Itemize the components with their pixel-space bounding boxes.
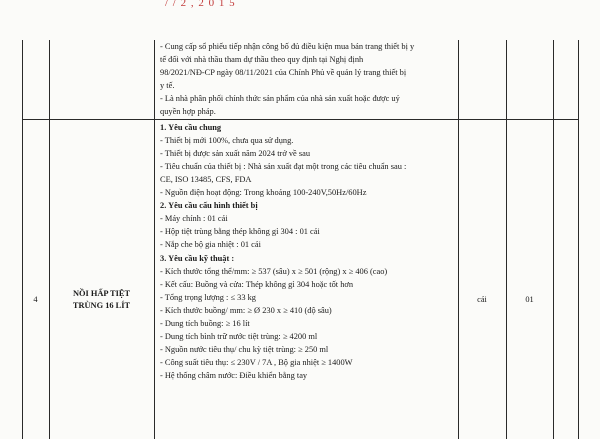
row-top-line: - Là nhà phân phối chính thức sản phẩm của nhà sản xuất hoặc được uỷ	[160, 94, 400, 103]
spec-line: - Kích thước buồng/ mm: ≥ Ø 230 x ≥ 410 (độ sâu)	[160, 306, 332, 315]
item-unit: cái	[477, 295, 487, 304]
row-divider	[22, 119, 579, 120]
spec-line: - Kết cấu: Buồng và cửa: Thép không gỉ 304 hoặc tốt hơn	[160, 280, 354, 289]
table-border-right	[578, 40, 579, 439]
row-top-line: 98/2021/NĐ-CP ngày 08/11/2021 của Chính Phủ về quản lý trang thiết bị	[160, 68, 407, 77]
column-divider-stt	[49, 40, 50, 439]
table-border-left	[22, 40, 23, 439]
row-top-line: quyền hợp pháp.	[160, 107, 216, 116]
spec-heading-technical: 3. Yêu cầu kỹ thuật :	[160, 254, 235, 263]
spec-line: - Hộp tiệt trùng bằng thép không gỉ 304 : 01 cái	[160, 227, 320, 236]
column-divider-quantity	[553, 40, 554, 439]
spec-line: CE, ISO 13485, CFS, FDA	[160, 175, 252, 184]
item-name-line2: TRÙNG 16 LÍT	[72, 301, 131, 310]
spec-line: - Tổng trọng lượng : ≤ 33 kg	[160, 293, 256, 302]
spec-line: - Dung tích buồng: ≥ 16 lít	[160, 319, 250, 328]
row-top-line: tế đối với nhà thầu tham dự thầu theo quy định tại Nghị định	[160, 55, 364, 64]
spec-line: - Nguồn nước tiêu thụ/ chu kỳ tiệt trùng: ≥ 250 ml	[160, 345, 329, 354]
column-divider-name	[154, 40, 155, 439]
column-divider-unit	[506, 40, 507, 439]
spec-line: - Dung tích bình trữ nước tiệt trùng: ≥ 4200 ml	[160, 332, 318, 341]
spec-line: - Tiêu chuẩn của thiết bị : Nhà sản xuất đạt một trong các tiêu chuẩn sau :	[160, 162, 407, 171]
spec-line: - Thiết bị được sản xuất năm 2024 trở về sau	[160, 149, 311, 158]
row-top-line: - Cung cấp sổ phiếu tiếp nhận công bố đủ điều kiện mua bán trang thiết bị y	[160, 42, 415, 51]
spec-line: - Công suất tiêu thụ: ≤ 230V / 7A , Bộ gia nhiệt ≥ 1400W	[160, 358, 353, 367]
item-name	[49, 288, 154, 312]
spec-line: - Nguồn điện hoạt động: Trong khoảng 100-240V,50Hz/60Hz	[160, 188, 367, 197]
item-name-line1: NỒI HẤP TIỆT	[72, 289, 131, 298]
row-top-line: y tế.	[160, 81, 175, 90]
spec-heading-configuration: 2. Yêu cầu cấu hình thiết bị	[160, 201, 258, 210]
spec-line: - Máy chính : 01 cái	[160, 214, 228, 223]
spec-line: - Thiết bị mới 100%, chưa qua sử dụng.	[160, 136, 294, 145]
spec-heading-general: 1. Yêu cầu chung	[160, 123, 222, 132]
spec-line: - Hệ thống châm nước: Điều khiển bằng tay	[160, 371, 308, 380]
spec-line: - Kích thước tổng thể/mm: ≥ 537 (sâu) x ≥ 501 (rộng) x ≥ 406 (cao)	[160, 267, 388, 276]
item-stt: 4	[33, 295, 38, 304]
spec-line: - Nắp che bộ gia nhiệt : 01 cái	[160, 240, 261, 249]
item-quantity: 01	[525, 295, 534, 304]
page-stamp: / / 2 , 2 0 1 5	[165, 0, 236, 9]
